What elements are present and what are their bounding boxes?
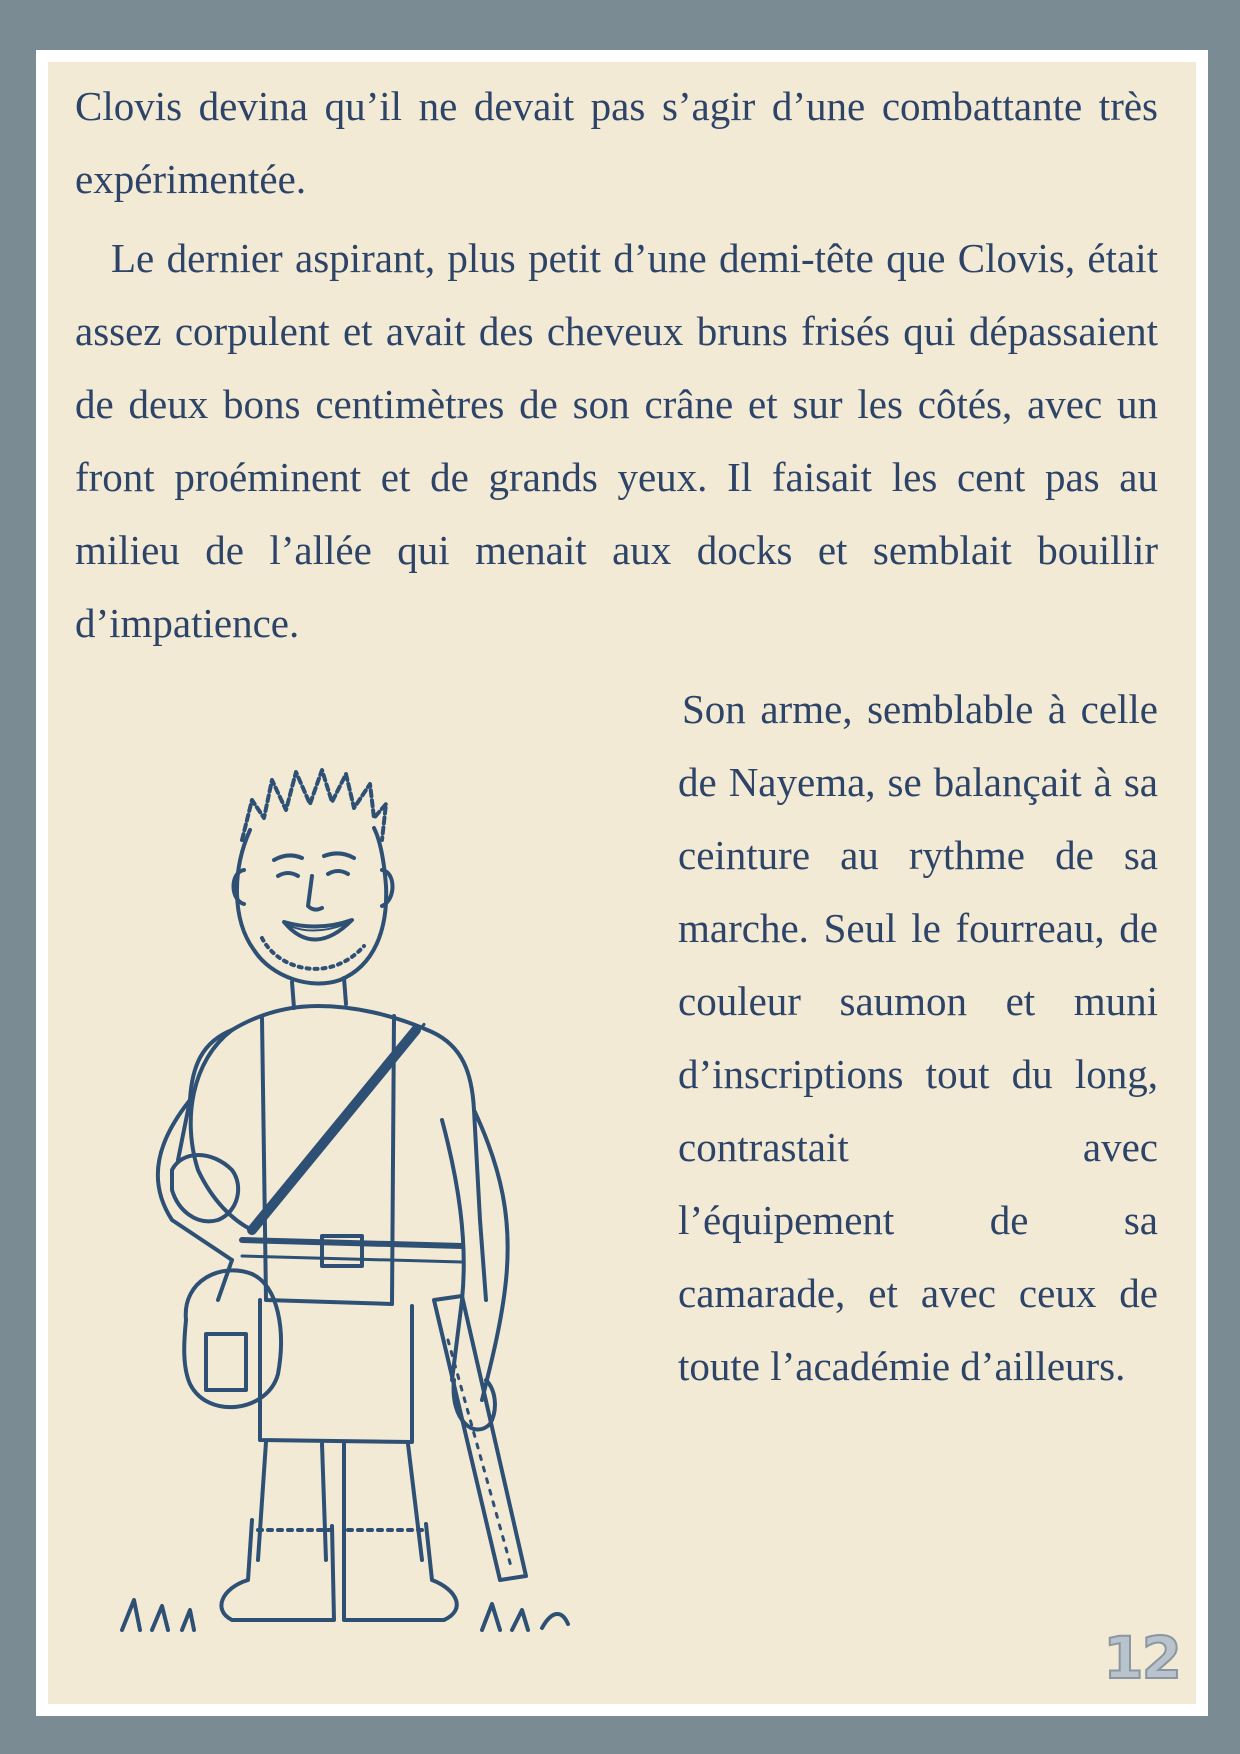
character-sketch-icon <box>82 700 602 1635</box>
paragraph-2: Le dernier aspirant, plus petit d’une demi-tête que Clovis, était assez corpulent et avait des cheveux bruns frisés qui dépassaient de deux bons centimètres de son crâne et sur les côtés, avec un front proéminent et de grands yeux. Il faisait les cent pas au milieu de l’allée qui menait aux docks et semblait bouillir d’impatience. <box>75 235 1158 646</box>
paragraph-1: Clovis devina qu’il ne devait pas s’agir d’une combattante très expérimentée. <box>75 83 1158 202</box>
page-number: 12 <box>1103 1624 1180 1692</box>
paragraph-3: Son arme, semblable à celle de Nayema, se balançait à sa ceinture au rythme de sa marche. Seul le fourreau, de couleur saumon et muni d’inscriptions tout du long, contrastait avec l’équipement de sa camarade, et avec ceux de toute l’académie d’ailleurs. <box>678 686 1158 1389</box>
